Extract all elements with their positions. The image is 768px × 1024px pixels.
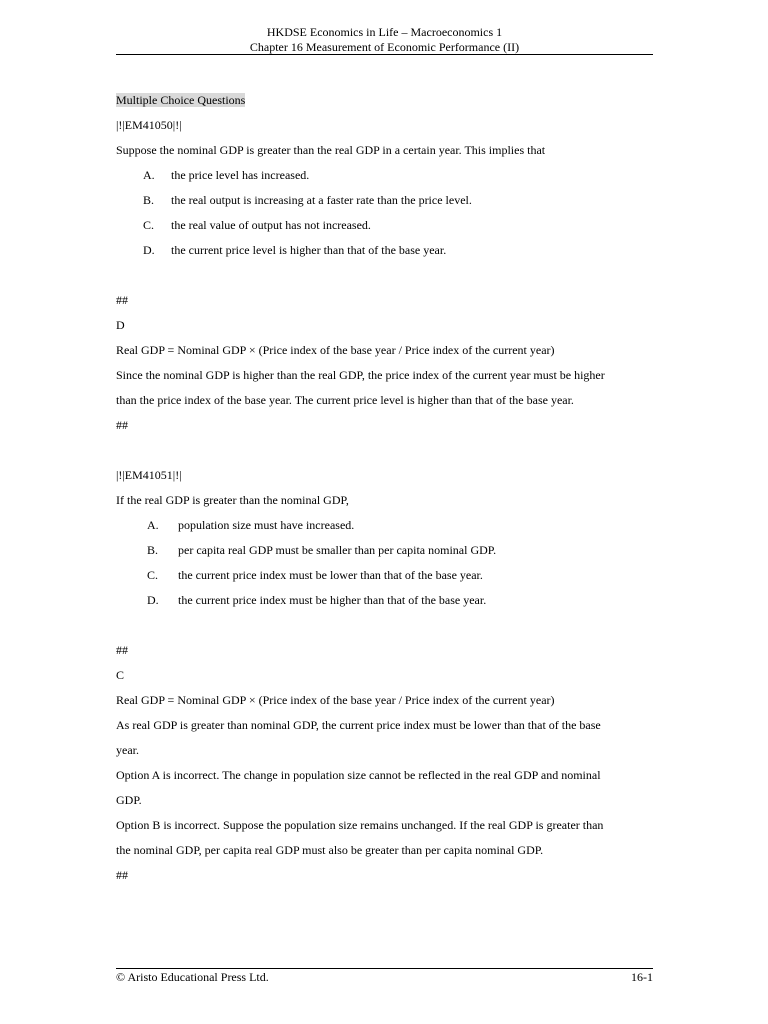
footer-rule <box>116 968 653 969</box>
option-text: the current price index must be lower than that of the base year. <box>178 568 483 582</box>
explanation-line: Option A is incorrect. The change in population size cannot be reflected in the real GDP and nominal <box>116 768 601 782</box>
option-b <box>116 538 653 563</box>
explanation-line: GDP. <box>116 793 142 807</box>
option-letter: C. <box>147 568 159 582</box>
explanation-line: the nominal GDP, per capita real GDP must also be greater than per capita nominal GDP. <box>116 843 544 857</box>
answer-key: D <box>116 318 125 332</box>
explanation-line: year. <box>116 743 139 757</box>
option-letter: A. <box>143 168 155 182</box>
page-header <box>116 25 653 55</box>
question-stem: If the real GDP is greater than the nominal GDP, <box>116 493 349 507</box>
answer-key: C <box>116 668 125 682</box>
option-c <box>116 213 653 238</box>
footer-copyright: © Aristo Educational Press Ltd. <box>116 970 269 984</box>
separator-marker: ## <box>116 643 128 657</box>
option-letter: B. <box>143 193 155 207</box>
option-letter: D. <box>143 243 155 257</box>
option-text: the current price level is higher than that of the base year. <box>171 243 447 257</box>
header-rule <box>116 54 653 55</box>
separator-marker: ## <box>116 293 128 307</box>
option-a <box>116 163 653 188</box>
question-id: |!|EM41050|!| <box>116 118 182 132</box>
separator-marker: ## <box>116 868 128 882</box>
option-text: the real output is increasing at a faster rate than the price level. <box>171 193 472 207</box>
header-book-title: HKDSE Economics in Life – Macroeconomics 1 <box>266 25 503 39</box>
option-c <box>116 563 653 588</box>
option-text: population size must have increased. <box>178 518 355 532</box>
option-text: the price level has increased. <box>171 168 310 182</box>
spacer <box>116 263 653 288</box>
option-d <box>116 238 653 263</box>
section-title-line <box>116 88 653 113</box>
separator-marker: ## <box>116 418 128 432</box>
spacer <box>116 613 653 638</box>
explanation-line: than the price index of the base year. The current price level is higher than that of the base year. <box>116 393 574 407</box>
explanation-line: Option B is incorrect. Suppose the population size remains unchanged. If the real GDP is greater than <box>116 818 604 832</box>
option-letter: D. <box>147 593 159 607</box>
document-body <box>116 88 653 888</box>
question-id: |!|EM41051|!| <box>116 468 182 482</box>
option-b <box>116 188 653 213</box>
option-text: the real value of output has not increased. <box>171 218 371 232</box>
question-stem: Suppose the nominal GDP is greater than the real GDP in a certain year. This implies that <box>116 143 546 157</box>
explanation-line: Real GDP = Nominal GDP × (Price index of the base year / Price index of the current year) <box>116 343 555 357</box>
page-number: 16-1 <box>631 970 653 984</box>
spacer <box>116 438 653 463</box>
explanation-line: Real GDP = Nominal GDP × (Price index of the base year / Price index of the current year) <box>116 693 555 707</box>
option-text: per capita real GDP must be smaller than per capita nominal GDP. <box>178 543 497 557</box>
option-letter: C. <box>143 218 155 232</box>
option-text: the current price index must be higher than that of the base year. <box>178 593 487 607</box>
option-d <box>116 588 653 613</box>
option-letter: A. <box>147 518 159 532</box>
section-title: Multiple Choice Questions <box>116 93 246 107</box>
explanation-line: As real GDP is greater than nominal GDP, the current price index must be lower than that of the base <box>116 718 601 732</box>
header-chapter-title: Chapter 16 Measurement of Economic Performance (II) <box>249 40 520 54</box>
option-a <box>116 513 653 538</box>
explanation-line: Since the nominal GDP is higher than the real GDP, the price index of the current year must be higher <box>116 368 605 382</box>
option-letter: B. <box>147 543 159 557</box>
